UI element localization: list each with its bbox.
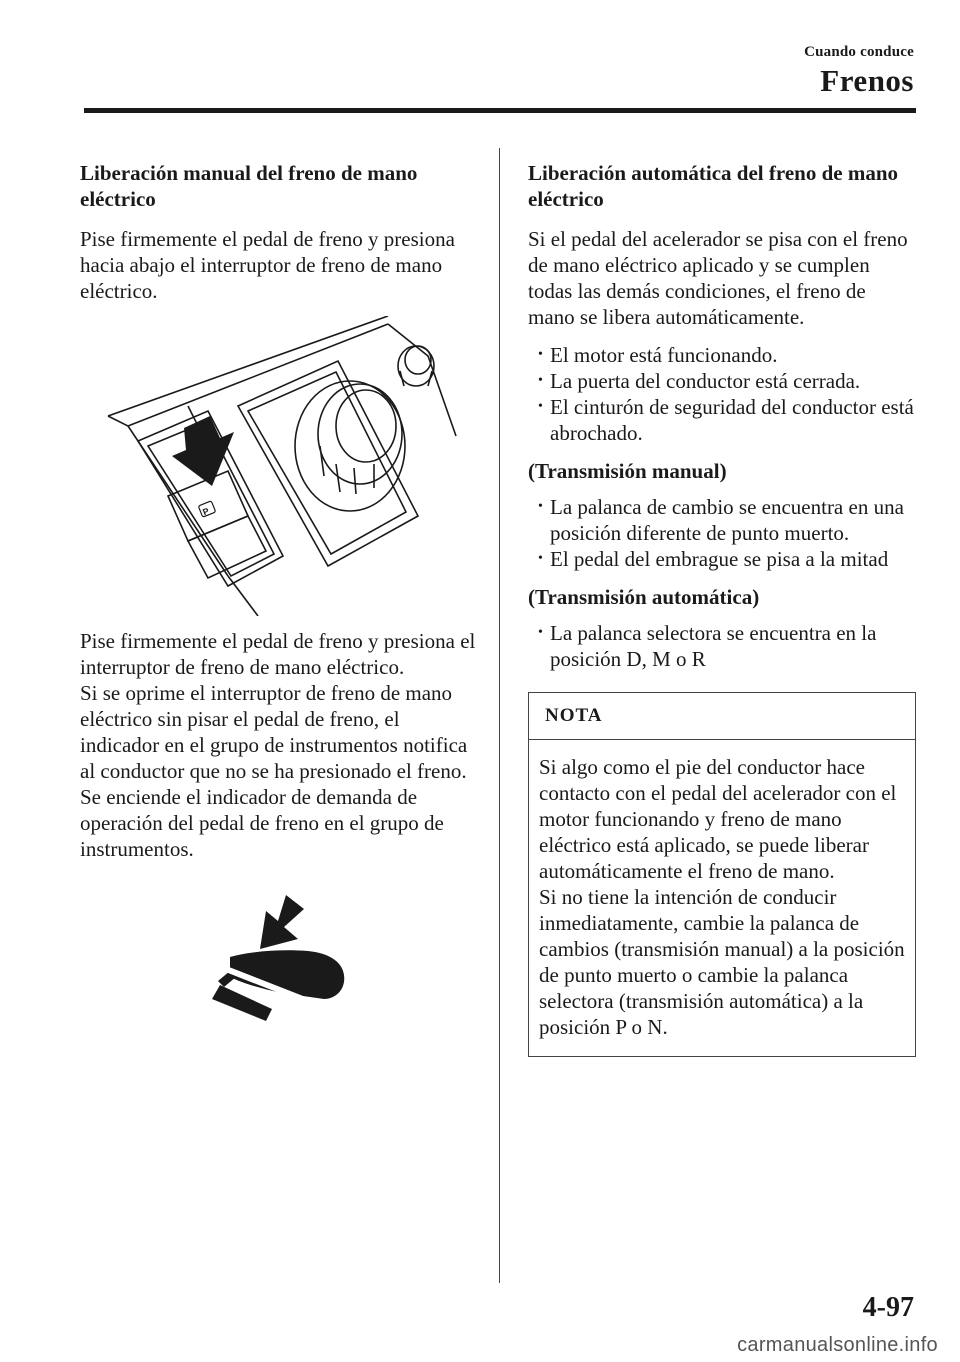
manual-release-para1: Pise firmemente el pedal de freno y presiona el interruptor de freno de mano eléctrico. [80, 629, 476, 679]
parking-brake-switch-illustration [88, 316, 468, 616]
bullet-icon: • [538, 625, 543, 640]
note-line-2: Si no tiene la intención de conducir inmediatamente, cambie la palanca de cambios (transmisión manual) a la posición de punto muerto o cambie la palanca selectora (transmisión automática) a la posición P o N. [539, 885, 905, 1039]
note-title: NOTA [529, 693, 915, 740]
list-item: • La palanca selectora se encuentra en la posición D, M o R [538, 621, 877, 671]
automatic-release-heading: Liberación automática del freno de mano eléctrico [528, 161, 899, 211]
list-item: • La puerta del conductor está cerrada. [538, 369, 861, 393]
conditions-list [528, 342, 916, 446]
automatic-transmission-heading: (Transmisión automática) [528, 585, 760, 609]
manual-release-heading: Liberación manual del freno de mano eléctrico [80, 161, 418, 211]
list-item: • La palanca de cambio se encuentra en una posición diferente de punto muerto. [538, 495, 904, 545]
left-column [80, 160, 480, 874]
bullet-icon: • [538, 499, 543, 514]
list-item: • El motor está funcionando. [538, 343, 778, 367]
bullet-icon: • [538, 347, 543, 362]
column-divider [499, 148, 500, 1283]
bullet-icon: • [538, 399, 543, 414]
section-title: Cuando conduce [804, 44, 914, 60]
bullet-icon: • [538, 551, 543, 566]
manual-transmission-list [528, 494, 916, 572]
running-header [804, 44, 914, 99]
note-body [529, 740, 915, 1056]
chapter-title: Frenos [820, 63, 914, 98]
manual-release-intro: Pise firmemente el pedal de freno y presiona hacia abajo el interruptor de freno de mano eléctrico. [80, 227, 455, 303]
manual-transmission-heading: (Transmisión manual) [528, 459, 727, 483]
bullet-icon: • [538, 373, 543, 388]
page-number: 4-97 [862, 1292, 914, 1323]
brake-pedal-demand-indicator-icon [212, 895, 352, 1025]
manual-release-para3: Se enciende el indicador de demanda de operación del pedal de freno en el grupo de instrumentos. [80, 785, 444, 861]
p-switch-label: P [201, 505, 211, 518]
automatic-release-intro: Si el pedal del acelerador se pisa con el freno de mano eléctrico aplicado y se cumplen todas las demás condiciones, el freno de mano se libera automáticamente. [528, 227, 908, 329]
list-item: • El cinturón de seguridad del conductor está abrochado. [538, 395, 914, 445]
right-column [528, 160, 916, 1057]
manual-release-para2: Si se oprime el interruptor de freno de mano eléctrico sin pisar el pedal de freno, el indicador en el grupo de instrumentos notifica al conductor que no se ha presionado el freno. [80, 681, 468, 783]
header-rule [84, 108, 916, 113]
list-item: • El pedal del embrague se pisa a la mitad [538, 547, 889, 571]
watermark: carmanualsonline.info [737, 1334, 938, 1356]
note-line-1: Si algo como el pie del conductor hace contacto con el pedal del acelerador con el motor funcionando y freno de mano eléctrico está aplicado, se puede liberar automáticamente el freno de mano. [539, 755, 897, 883]
note-box [528, 692, 916, 1057]
automatic-transmission-list [528, 620, 916, 672]
